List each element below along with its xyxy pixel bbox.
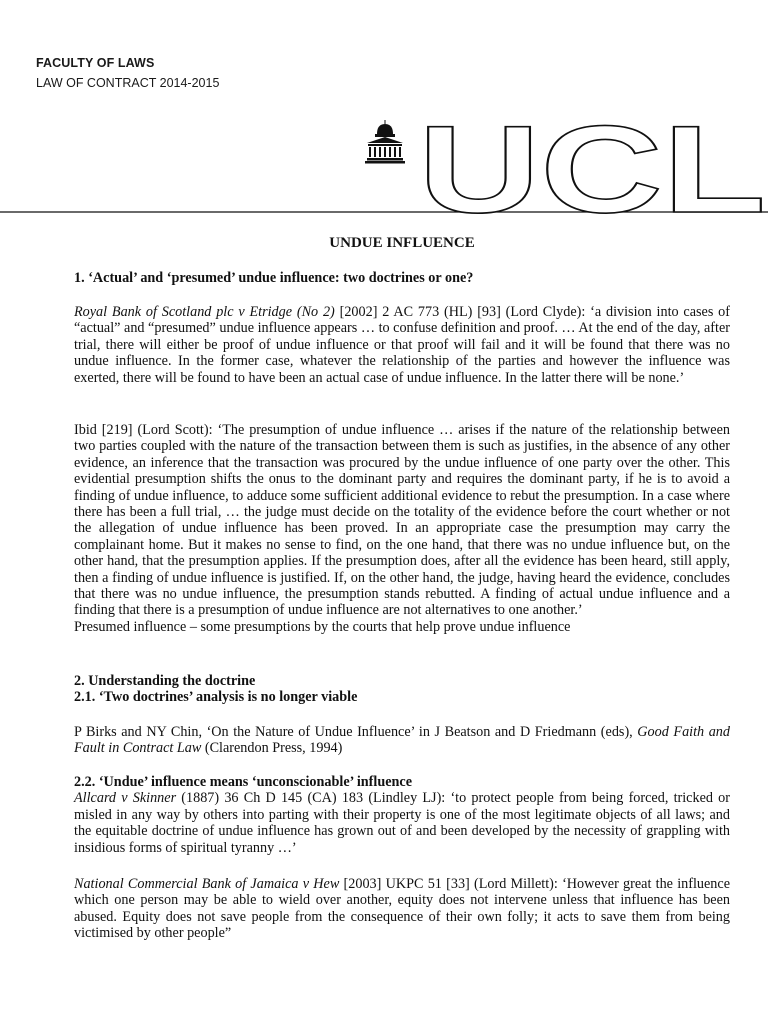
ucl-wordmark: UCL	[418, 120, 766, 220]
portico-icon	[365, 120, 405, 164]
ucl-logo	[0, 120, 768, 220]
book-title: Good Faith and Fault in Contract Law	[74, 724, 730, 757]
paragraph-hew: National Commercial Bank of Jamaica v Hew [2003] UKPC 51 [33] (Lord Millett): ‘However great the influence which one person may be able to wield over another, equity does not intervene unless that influence has been abused. Equity does not save people from the consequence of their own folly; it acts to save them from being victimised by other people”	[74, 876, 730, 942]
paragraph-allcard: Allcard v Skinner (1887) 36 Ch D 145 (CA) 183 (Lindley LJ): ‘to protect people from being forced, tricked or misled in any way by others into parting with their property is one of the most legitimate objects of all laws; and the equitable doctrine of undue influence has grown out of and been developed by the necessity of grappling with insidious forms of spiritual tyranny …’	[74, 790, 730, 856]
section-2-heading: 2. Understanding the doctrine	[74, 673, 256, 689]
paragraph-etridge: Royal Bank of Scotland plc v Etridge (No 2) [2002] 2 AC 773 (HL) [93] (Lord Clyde): ‘a division into cases of “actual” and “presumed” undue influence appears … to confuse definition and proof. … At the end of the day, after trial, there will either be proof of undue influence or that proof will fail and it will be found that there was no undue influence. In the former case, whatever the relationship of the parties and however the influence was exerted, there will be found to have been an actual case of undue influence. In the latter there will be none.’	[74, 304, 730, 386]
paragraph-ibid: Ibid [219] (Lord Scott): ‘The presumption of undue influence … arises if the nature of the relationship between two parties coupled with the nature of the transaction between them is such as justifies, in the absence of any other evidence, an inference that the transaction was procured by the undue influence of one party over the other. This evidential presumption shifts the onus to the dominant party and requires the dominant party, if he is to avoid a finding of undue influence, to adduce some sufficient additional evidence to rebut the presumption. In a case where there has been a full trial, … the judge must decide on the totality of the evidence before the court whether or not the allegation of undue influence has been proved. In an appropriate case the presumption may carry the complainant home. But it makes no sense to find, on the one hand, that there was no undue influence but, on the other hand, that the presumption applies. If the presumption does, after all the evidence has been heard, still apply, then a finding of undue influence is justified. If, on the other hand, the judge, having heard the evidence, concludes that there was no undue influence, the presumption stands rebutted. A finding of actual undue influence and a finding that there is a presumption of undue influence are not alternatives to one another.’	[74, 422, 730, 619]
paragraph-birks: P Birks and NY Chin, ‘On the Nature of Undue Influence’ in J Beatson and D Friedmann (eds), Good Faith and Fault in Contract Law (Clarendon Press, 1994)	[74, 724, 730, 757]
faculty-heading: FACULTY OF LAWS	[36, 56, 155, 70]
case-name: Allcard v Skinner	[74, 790, 177, 807]
page-title: UNDUE INFLUENCE	[329, 235, 475, 251]
section-2-1-heading: 2.1. ‘Two doctrines’ analysis is no longer viable	[74, 689, 358, 706]
course-heading: LAW OF CONTRACT 2014-2015	[36, 76, 220, 90]
paragraph-presumed-influence: Presumed influence – some presumptions by the courts that help prove undue influence	[74, 618, 571, 635]
case-name: National Commercial Bank of Jamaica v Hew	[74, 876, 340, 892]
section-2-2-heading: 2.2. ‘Undue’ influence means ‘unconscionable’ influence	[74, 774, 413, 790]
case-name: Royal Bank of Scotland plc v Etridge (No 2)	[74, 304, 335, 320]
section-1-heading: 1. ‘Actual’ and ‘presumed’ undue influence: two doctrines or one?	[74, 270, 474, 286]
